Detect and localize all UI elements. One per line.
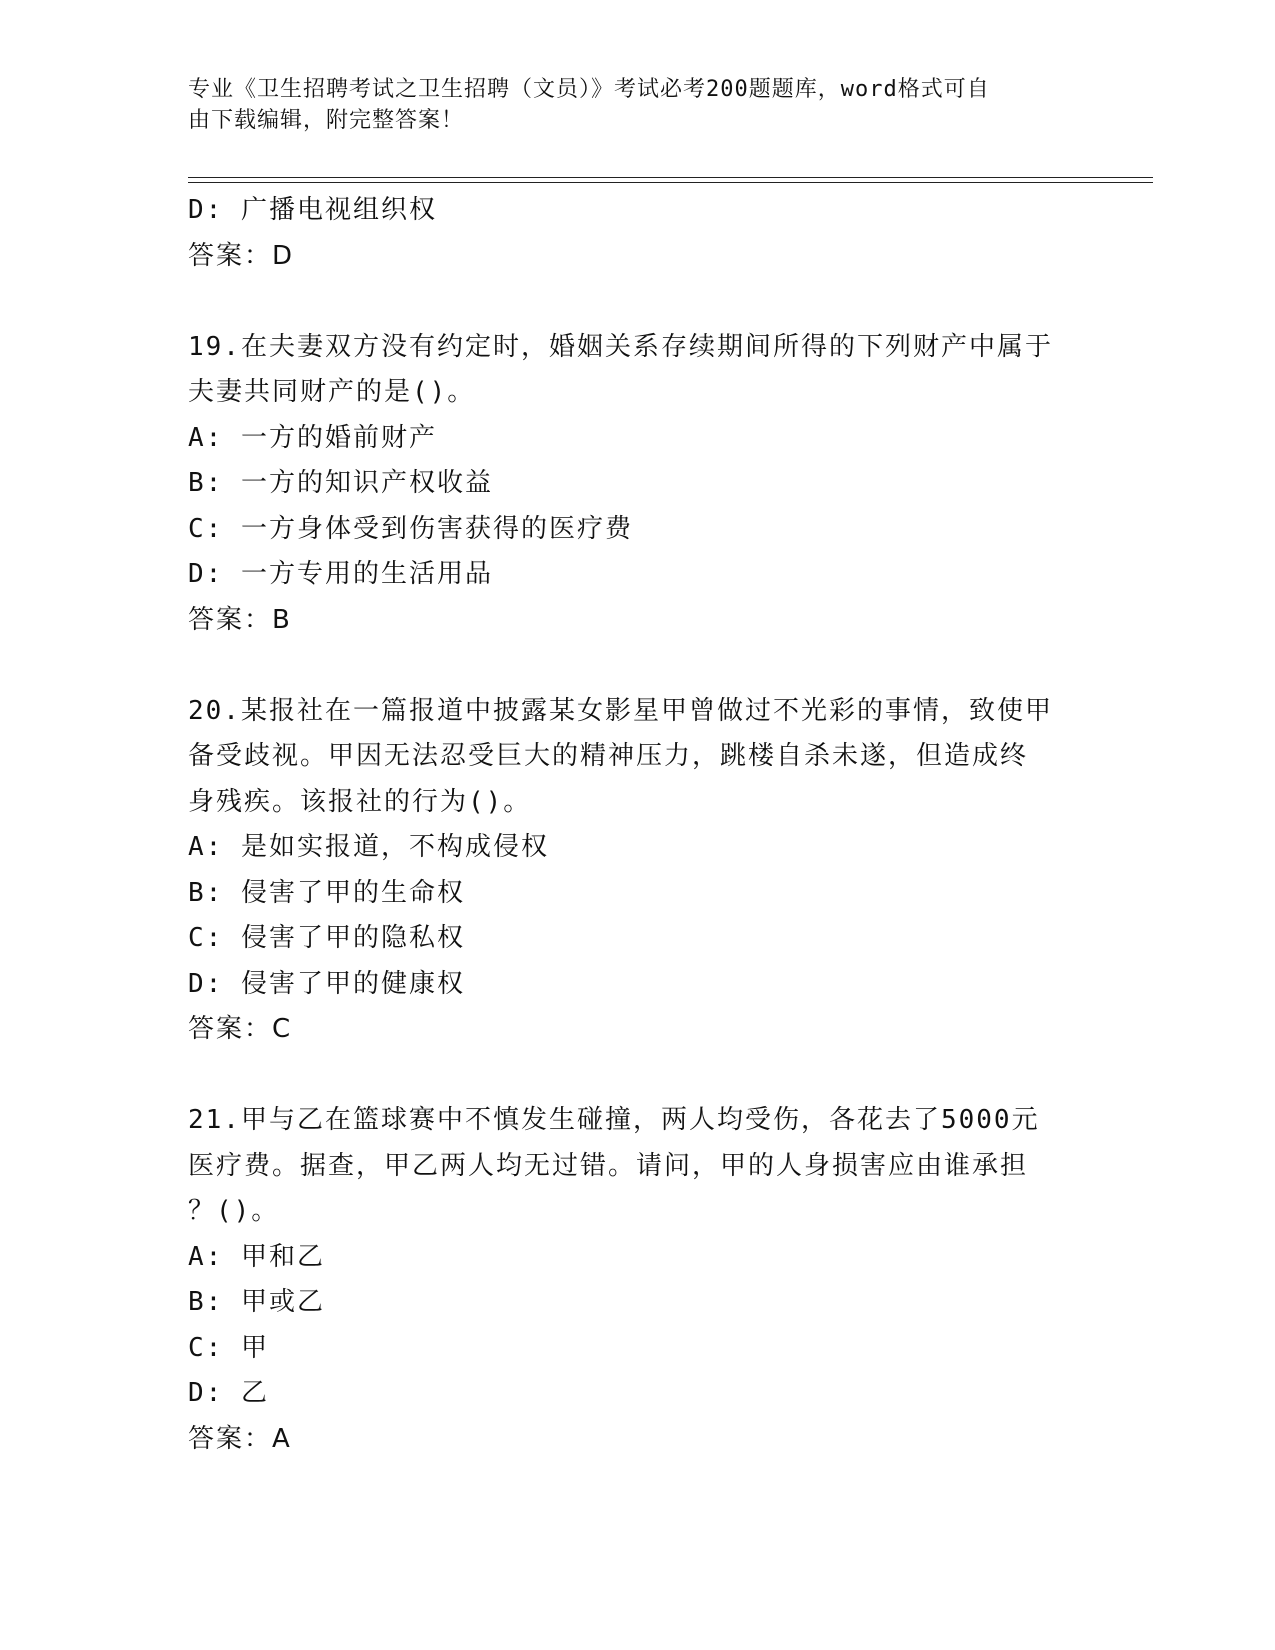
option-c: C: 一方身体受到伤害获得的医疗费 [188,513,633,544]
option-c: C: 甲 [188,1332,269,1363]
answer: 答案：B [188,604,292,635]
question-list [188,188,1088,1462]
question-stem-line: 20.某报社在一篇报道中披露某女影星甲曾做过不光彩的事情，致使甲 [188,695,1053,726]
option-d: D: 侵害了甲的健康权 [188,968,465,999]
option-b: B: 侵害了甲的生命权 [188,877,465,908]
header-divider-bottom [188,182,1153,183]
question-stem-line: 身残疾。该报社的行为()。 [188,786,532,817]
question-21 [188,1098,1088,1462]
header-divider-top [188,177,1153,178]
option-a: A: 甲和乙 [188,1241,325,1272]
question-19 [188,325,1088,644]
header-line-1: 专业《卫生招聘考试之卫生招聘（文员）》考试必考200题题库，word格式可自 [188,77,990,102]
question-stem-line: 19.在夫妻双方没有约定时，婚姻关系存续期间所得的下列财产中属于 [188,331,1053,362]
answer: 答案：D [188,240,295,271]
spacer [188,279,1088,325]
question-stem-line: ？()。 [188,1196,280,1226]
answer: 答案：C [188,1014,293,1044]
option-d: D: 乙 [188,1378,269,1408]
question-20 [188,689,1088,1053]
option-b: B: 一方的知识产权收益 [188,468,493,498]
option-d: D: 广播电视组织权 [188,195,437,225]
question-stem-line: 备受歧视。甲因无法忍受巨大的精神压力，跳楼自杀未遂，但造成终 [188,741,1029,771]
option-c: C: 侵害了甲的隐私权 [188,923,465,953]
spacer [188,643,1088,689]
option-b: B: 甲或乙 [188,1287,325,1317]
question-stem-line: 医疗费。据查，甲乙两人均无过错。请问，甲的人身损害应由谁承担 [188,1150,1029,1181]
answer: 答案：A [188,1423,292,1454]
header-line-2: 由下载编辑，附完整答案！ [188,108,465,133]
option-a: A: 一方的婚前财产 [188,422,437,453]
question-stem-line: 21.甲与乙在篮球赛中不慎发生碰撞，两人均受伤，各花去了5000元 [188,1105,1040,1135]
spacer [188,1053,1088,1099]
document-header [188,74,1068,136]
question-stem-line: 夫妻共同财产的是()。 [188,377,476,407]
option-d: D: 一方专用的生活用品 [188,559,493,589]
option-a: A: 是如实报道，不构成侵权 [188,832,549,862]
